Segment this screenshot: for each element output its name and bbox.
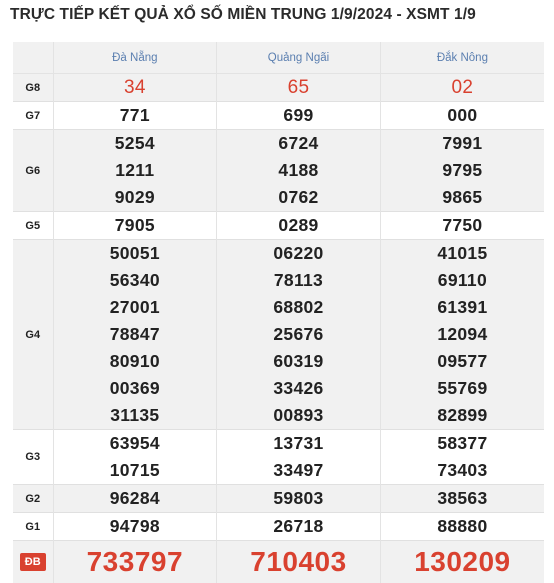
lottery-number[interactable]: 733797: [54, 541, 217, 583]
lottery-number[interactable]: 13731: [217, 430, 380, 457]
prize-row-g4: [13, 240, 544, 430]
lottery-number[interactable]: 58377: [381, 430, 544, 457]
lottery-number[interactable]: 6724: [217, 130, 380, 157]
prize-label: [13, 541, 53, 583]
prize-cell: [380, 130, 544, 212]
lottery-number[interactable]: 7905: [54, 212, 217, 239]
lottery-number[interactable]: 61391: [381, 294, 544, 321]
lottery-number[interactable]: 56340: [54, 267, 217, 294]
lottery-number[interactable]: 78113: [217, 267, 380, 294]
lottery-number[interactable]: 699: [217, 102, 380, 129]
lottery-number[interactable]: 50051: [54, 240, 217, 267]
lottery-number[interactable]: 1211: [54, 157, 217, 184]
lottery-number[interactable]: 25676: [217, 321, 380, 348]
lottery-number[interactable]: 26718: [217, 513, 380, 540]
prize-cell: [217, 485, 381, 513]
lottery-number[interactable]: 0289: [217, 212, 380, 239]
lottery-number[interactable]: 78847: [54, 321, 217, 348]
page-title: TRỰC TIẾP KẾT QUẢ XỔ SỐ MIỀN TRUNG 1/9/2024 - XSMT 1/9: [10, 6, 476, 24]
lottery-number[interactable]: 65: [217, 74, 380, 101]
lottery-number[interactable]: 34: [54, 74, 217, 101]
lottery-number[interactable]: 55769: [381, 375, 544, 402]
prize-cell: [380, 240, 544, 430]
lottery-number[interactable]: 38563: [381, 485, 544, 512]
column-header-dak-nong[interactable]: Đắk Nông: [380, 42, 544, 74]
prize-cell: [380, 212, 544, 240]
lottery-number[interactable]: 7750: [381, 212, 544, 239]
lottery-number[interactable]: 710403: [217, 541, 380, 583]
prize-cell: [53, 102, 217, 130]
prize-cell: [380, 541, 544, 583]
prize-row-đb: [13, 541, 544, 583]
lottery-number[interactable]: 60319: [217, 348, 380, 375]
lottery-number[interactable]: 10715: [54, 457, 217, 484]
prize-label: G5: [13, 212, 53, 240]
prize-label: G2: [13, 485, 53, 513]
prize-label: G4: [13, 240, 53, 430]
lottery-number[interactable]: 94798: [54, 513, 217, 540]
prize-cell: [217, 513, 381, 541]
prize-cell: [217, 74, 381, 102]
lottery-number[interactable]: 31135: [54, 402, 217, 429]
prize-cell: [217, 541, 381, 583]
prize-row-g6: [13, 130, 544, 212]
special-prize-badge: ĐB: [20, 553, 46, 571]
prize-row-g8: [13, 74, 544, 102]
lottery-number[interactable]: 33426: [217, 375, 380, 402]
prize-row-g5: [13, 212, 544, 240]
prize-cell: [380, 430, 544, 485]
lottery-number[interactable]: 00893: [217, 402, 380, 429]
lottery-number[interactable]: 41015: [381, 240, 544, 267]
lottery-number[interactable]: 130209: [381, 541, 544, 583]
prize-row-g2: [13, 485, 544, 513]
lottery-number[interactable]: 33497: [217, 457, 380, 484]
prize-cell: [217, 212, 381, 240]
lottery-number[interactable]: 69110: [381, 267, 544, 294]
lottery-number[interactable]: 73403: [381, 457, 544, 484]
prize-cell: [217, 102, 381, 130]
lottery-number[interactable]: 4188: [217, 157, 380, 184]
prize-cell: [217, 240, 381, 430]
results-table: [13, 42, 544, 583]
prize-cell: [380, 74, 544, 102]
lottery-number[interactable]: 9795: [381, 157, 544, 184]
lottery-number[interactable]: 0762: [217, 184, 380, 211]
lottery-number[interactable]: 09577: [381, 348, 544, 375]
lottery-number[interactable]: 02: [381, 74, 544, 101]
prize-cell: [380, 102, 544, 130]
lottery-number[interactable]: 06220: [217, 240, 380, 267]
prize-cell: [217, 130, 381, 212]
prize-cell: [53, 74, 217, 102]
prize-cell: [53, 485, 217, 513]
lottery-number[interactable]: 68802: [217, 294, 380, 321]
prize-row-g1: [13, 513, 544, 541]
prize-label: G6: [13, 130, 53, 212]
column-header-da-nang[interactable]: Đà Nẵng: [53, 42, 217, 74]
lottery-number[interactable]: 88880: [381, 513, 544, 540]
prize-cell: [53, 430, 217, 485]
lottery-number[interactable]: 771: [54, 102, 217, 129]
lottery-number[interactable]: 000: [381, 102, 544, 129]
prize-label: G1: [13, 513, 53, 541]
prize-label: G3: [13, 430, 53, 485]
lottery-number[interactable]: 5254: [54, 130, 217, 157]
prize-cell: [380, 485, 544, 513]
lottery-number[interactable]: 00369: [54, 375, 217, 402]
prize-cell: [380, 513, 544, 541]
prize-label: G7: [13, 102, 53, 130]
prize-label: G8: [13, 74, 53, 102]
lottery-number[interactable]: 7991: [381, 130, 544, 157]
lottery-number[interactable]: 12094: [381, 321, 544, 348]
prize-cell: [53, 130, 217, 212]
lottery-number[interactable]: 63954: [54, 430, 217, 457]
prize-cell: [53, 513, 217, 541]
prize-cell: [53, 212, 217, 240]
lottery-number[interactable]: 80910: [54, 348, 217, 375]
table-header-row: [13, 42, 544, 74]
lottery-number[interactable]: 9865: [381, 184, 544, 211]
header-blank: [13, 42, 53, 74]
lottery-number[interactable]: 27001: [54, 294, 217, 321]
prize-row-g7: [13, 102, 544, 130]
lottery-number[interactable]: 96284: [54, 485, 217, 512]
prize-cell: [217, 430, 381, 485]
lottery-number[interactable]: 82899: [381, 402, 544, 429]
column-header-quang-ngai[interactable]: Quảng Ngãi: [217, 42, 381, 74]
lottery-number[interactable]: 59803: [217, 485, 380, 512]
prize-row-g3: [13, 430, 544, 485]
lottery-number[interactable]: 9029: [54, 184, 217, 211]
prize-cell: [53, 541, 217, 583]
prize-cell: [53, 240, 217, 430]
